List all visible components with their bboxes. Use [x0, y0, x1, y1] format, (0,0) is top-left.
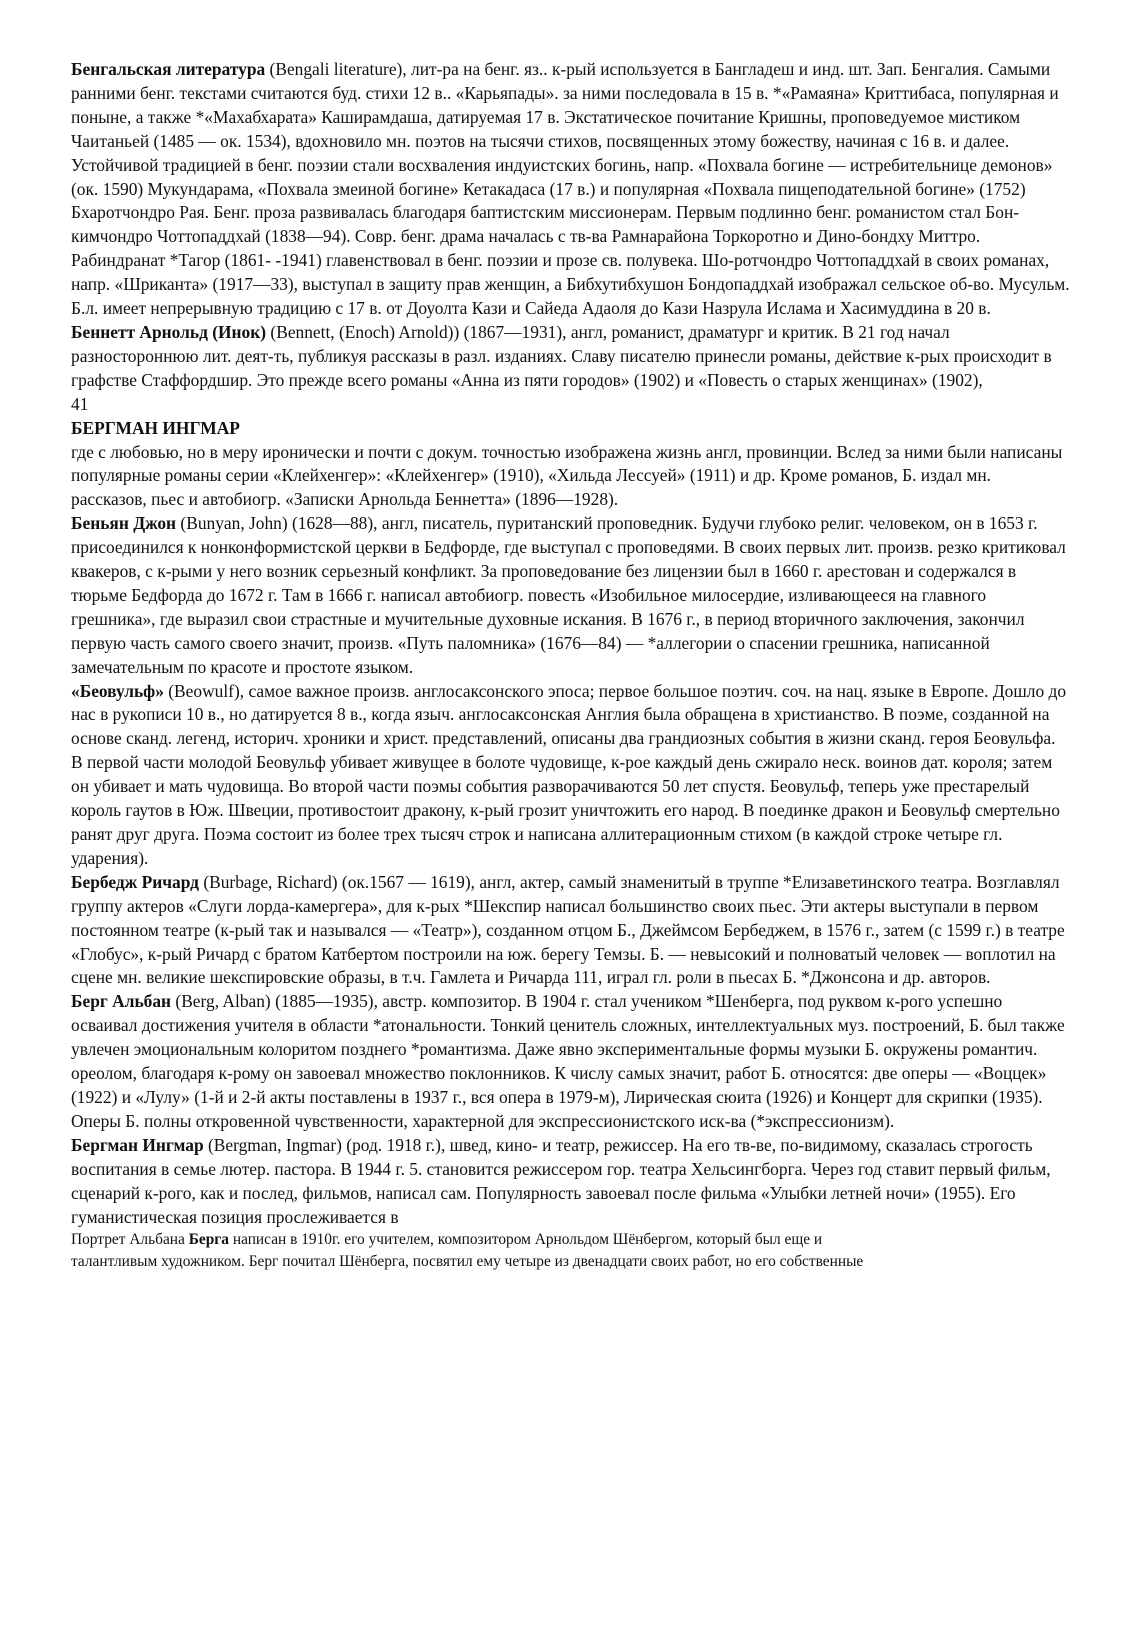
entry-text: (Beowulf), самое важное произв. англосаксонского эпоса; первое большое поэтич. соч. на нац. языке в Европе. Дошло до нас в рукописи 10 в., но датируется 8 в., когда языч. англосаксонская Англия была обращена в христианство. В поэме, созданной на основе сканд. легенд, историч. хроники и христ. представлений, описаны два грандиозных события в жизни сканд. героя Беовульфа. В первой части молодой Беовульф убивает живущее в болоте чудовище, к-рое каждый день сжирало неск. воинов дат. короля; затем он убивает и мать чудовища. Во второй части поэмы события разворачиваются 50 лет спустя. Беовульф, теперь уже престарелый король гаутов в Юж. Швеции, противостоит дракону, к-рый грозит уничтожить его народ. В поединке дракон и Беовульф смертельно ранят друг друга. Поэма состоит из более трех тысяч строк и написана аллитерационным стихом (в каждой строке четыре гл. ударения).: [71, 680, 1067, 868]
entry-headword: Бергман Ингмар: [71, 1134, 204, 1155]
entry-text: (Bunyan, John) (1628—88), англ, писатель, пуританский проповедник. Будучи глубоко религ. человеком, он в 1653 г. присоединился к нонконформистской церкви в Бедфорде, где выступал с проповедями. В своих первых лит. произв. резко критиковал квакеров, с к-рыми у него возник серьезный конфликт. За проповедование без лицензии был в 1660 г. арестован и содержался в тюрьме Бедфорда до 1672 г. Там в 1666 г. написал автобиогр. повесть «Изобильное милосердие, изливающееся на главного грешника», где выразил свои страстные и мучительные духовные искания. В 1676 г., в период вторичного заключения, закончил первую часть самого своего значит, произв. «Путь паломника» (1676—84) — *аллегории о спасении грешника, написанной замечательным по красоте и простоте языком.: [71, 513, 1066, 677]
entry-bengali-literature: [71, 58, 1071, 321]
entry-headword: Берг Альбан: [71, 991, 172, 1012]
entry-headword: Бербедж Ричард: [71, 871, 199, 892]
footnote-line: [71, 1229, 1071, 1251]
page-number: 41: [71, 393, 89, 414]
entry-text: (Bengali literature), лит-ра на бенг. яз.. к-рый используется в Бангладеш и инд. шт. Зап. Бенгалия. Самыми ранними бенг. текстами считаются буд. стихи 12 в.. «Карьяпады». за ними последовала в 15 в. *«Рамаяна» Криттибаса, популярная и поныне, а также *«Махабхарата» Каширамдаша, датируемая 17 в. Экстатическое почитание Кришны, проповедуемое мистиком Чаитаньей (1485 — ок. 1534), вдохновило мн. поэтов на тысячи стихов, посвященных этому божеству, начиная с 16 в. и далее. Устойчивой традицией в бенг. поэзии стали восхваления индуистских богинь, напр. «Похвала богине — истребительнице демонов» (ок. 1590) Мукундарама, «Похвала змеиной богине» Кетакадаса (17 в.) и популярная «Похвала пищеподательной богине» (1752) Бхаротчондро Рая. Бенг. проза развивалась благодаря баптистским миссионерам. Первым подлинно бенг. романистом стал Бон-кимчондро Чоттопаддхай (1838—94). Совр. бенг. драма началась с тв-ва Рамнарайона Торкоротно и Дино-бондху Миттро. Рабиндранат *Тагор (1861- -1941) главенствовал в бенг. поэзии и прозе св. полувека. Шо-ротчондро Чоттопаддхай в своих романах, напр. «Шриканта» (1917—33), выступал в защиту прав женщин, а Бибхутибхушон Бондопаддхай изображал сельское об-во. Мусульм. Б.л. имеет непрерывную традицию с 17 в. от Доуолта Кази и Сайеда Адаоля до Кази Назрула Ислама и Хасимуддина в 20 в.: [71, 59, 1070, 319]
entry-bergman: [71, 1134, 1071, 1230]
entry-berg: [71, 990, 1071, 1133]
entry-text: (Burbage, Richard) (ок.1567 — 1619), англ, актер, самый знаменитый в труппе *Елизаветинского театра. Возглавлял группу актеров «Слуги лорда-камергера», для к-рых *Шекспир написал большинство своих пьес. Эти актеры выступали в первом постоянном театре (к-рый так и назывался — «Театр»), созданном отцом Б., Джеймсом Бербеджем, в 1576 г., затем (с 1599 г.) в театре «Глобус», к-рый Ричард с братом Катбертом построили на юж. берегу Темзы. Б. — невысокий и полноватый человек — воплотил на сцене мн. великие шекспировские образы, в т.ч. Гамлета и Ричарда 111, играл гл. роли в пьесах Б. *Джонсона и др. авторов.: [71, 871, 1065, 988]
entry-text: (Bergman, Ingmar) (род. 1918 г.), швед, кино- и театр, режиссер. На его тв-ве, по-видимому, сказалась строгость воспитания в семье лютер. пастора. В 1944 г. 5. становится режиссером гор. театра Хельсингборга. Через год ставит первый фильм, сценарий к-рого, как и послед, фильмов, написал сам. Популярность завоевал после фильма «Улыбки летней ночи» (1955). Его гуманистическая позиция прослеживается в: [71, 1134, 1051, 1227]
entry-beowulf: [71, 680, 1071, 871]
running-head: БЕРГМАН ИНГМАР: [71, 417, 240, 438]
footnote-text: написан в 1910г. его учителем, композитором Арнольдом Шёнбергом, который был еще и: [228, 1231, 823, 1249]
entry-text: (Bennett, (Enoch) Arnold)) (1867—1931), англ, романист, драматург и критик. В 21 год начал разностороннюю лит. деят-ть, публикуя рассказы в разл. изданиях. Славу писателю принесли романы, действие к-рых происходит в графстве Стаффордшир. Это прежде всего романы «Анна из пяти городов» (1902) и «Повесть о старых женщинах» (1902),: [71, 321, 1052, 390]
entry-headword: Беннетт Арнольд (Инок): [71, 321, 267, 342]
entry-bunyan: [71, 512, 1071, 679]
footnote-text: Портрет Альбана: [71, 1231, 189, 1249]
entry-text: (Berg, Alban) (1885—1935), австр. композитор. В 1904 г. стал учеником *Шенберга, под руквом к-рого успешно осваивал достижения учителя в области *атональности. Тонкий ценитель сложных, интеллектуальных муз. построений, Б. был также увлечен эмоциональным колоритом позднего *романтизма. Даже явно экспериментальные формы музыки Б. окружены романтич. ореолом, благодаря к-рому он завоевал множество поклонников. К числу самых значит, работ Б. относятся: две оперы — «Воццек» (1922) и «Лулу» (1-й и 2-й акты поставлены в 1937 г., вся опера в 1979-м), Лирическая сюита (1926) и Концерт для скрипки (1935). Оперы Б. полны откровенной чувственности, характерной для экспрессионистского иск-ва (*экспрессионизм).: [71, 991, 1065, 1131]
entry-burbage: [71, 871, 1071, 991]
entry-bennett-continuation: где с любовью, но в меру иронически и почти с докум. точностью изображена жизнь англ, провинции. Вслед за ними были написаны популярные романы серии «Клейхенгер»: «Клейхенгер» (1910), «Хильда Лессуей» (1911) и др. Кроме романов, Б. издал мн. рассказов, пьес и автобиогр. «Записки Арнольда Беннетта» (1896—1928).: [71, 441, 1063, 510]
entry-headword: Бенгальская литература: [71, 59, 266, 79]
entry-headword: Беньян Джон: [71, 513, 177, 534]
footnote-bold: Берга: [188, 1231, 229, 1249]
entry-bennett: [71, 321, 1071, 393]
entry-headword: «Беовульф»: [71, 680, 164, 701]
footnote-line: талантливым художником. Берг почитал Шёнберга, посвятил ему четыре из двенадцати своих работ, но его собственные: [71, 1253, 864, 1271]
